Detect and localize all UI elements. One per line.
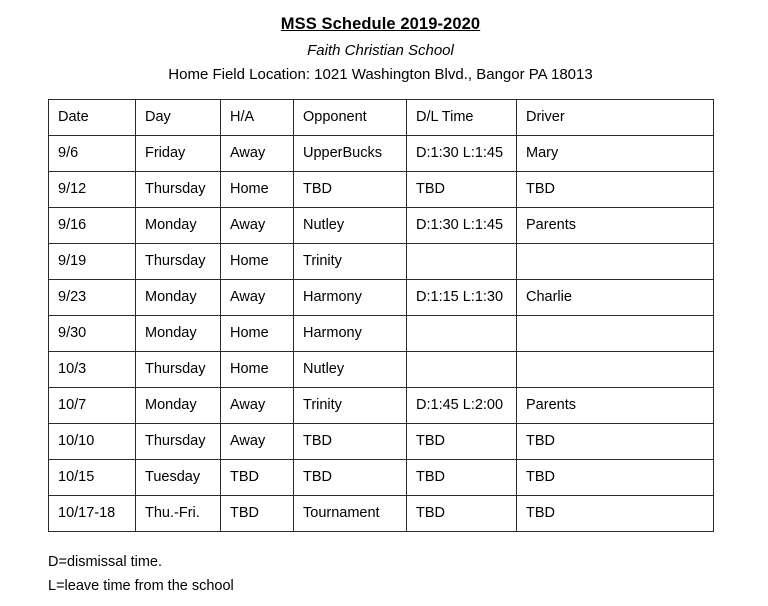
column-header-date: Date	[49, 100, 136, 136]
cell-d-l-time	[407, 316, 517, 352]
cell-h-a: Home	[221, 244, 294, 280]
cell-h-a: Home	[221, 352, 294, 388]
cell-day: Thursday	[136, 424, 221, 460]
schedule-table-body	[49, 100, 714, 532]
cell-day: Thursday	[136, 172, 221, 208]
table-row	[49, 136, 714, 172]
table-row	[49, 352, 714, 388]
cell-date: 10/10	[49, 424, 136, 460]
table-row	[49, 496, 714, 532]
cell-date: 9/23	[49, 280, 136, 316]
cell-h-a: Away	[221, 280, 294, 316]
column-header-h-a: H/A	[221, 100, 294, 136]
cell-day: Thursday	[136, 352, 221, 388]
table-row	[49, 172, 714, 208]
school-name: Faith Christian School	[307, 41, 454, 59]
cell-opponent: Trinity	[294, 244, 407, 280]
cell-date: 10/17-18	[49, 496, 136, 532]
cell-h-a: TBD	[221, 460, 294, 496]
table-row	[49, 244, 714, 280]
cell-opponent: Harmony	[294, 280, 407, 316]
cell-d-l-time: TBD	[407, 496, 517, 532]
schedule-table	[48, 99, 714, 532]
cell-d-l-time: TBD	[407, 460, 517, 496]
cell-day: Thu.-Fri.	[136, 496, 221, 532]
cell-date: 10/3	[49, 352, 136, 388]
column-header-day: Day	[136, 100, 221, 136]
cell-driver	[517, 352, 714, 388]
cell-driver: Parents	[517, 208, 714, 244]
cell-opponent: Tournament	[294, 496, 407, 532]
cell-d-l-time: D:1:45 L:2:00	[407, 388, 517, 424]
cell-h-a: Away	[221, 388, 294, 424]
cell-day: Tuesday	[136, 460, 221, 496]
cell-driver	[517, 244, 714, 280]
cell-h-a: Away	[221, 208, 294, 244]
cell-date: 9/19	[49, 244, 136, 280]
cell-opponent: TBD	[294, 424, 407, 460]
document-header	[48, 0, 713, 86]
table-row	[49, 460, 714, 496]
cell-driver: TBD	[517, 172, 714, 208]
cell-day: Friday	[136, 136, 221, 172]
cell-date: 9/6	[49, 136, 136, 172]
cell-day: Thursday	[136, 244, 221, 280]
table-row	[49, 388, 714, 424]
cell-d-l-time	[407, 244, 517, 280]
cell-date: 10/15	[49, 460, 136, 496]
cell-driver: Mary	[517, 136, 714, 172]
cell-day: Monday	[136, 280, 221, 316]
cell-driver: TBD	[517, 424, 714, 460]
cell-driver: Charlie	[517, 280, 714, 316]
cell-d-l-time: D:1:15 L:1:30	[407, 280, 517, 316]
cell-h-a: Away	[221, 136, 294, 172]
table-row	[49, 316, 714, 352]
cell-d-l-time: D:1:30 L:1:45	[407, 136, 517, 172]
cell-d-l-time: D:1:30 L:1:45	[407, 208, 517, 244]
table-row	[49, 280, 714, 316]
cell-opponent: Harmony	[294, 316, 407, 352]
cell-date: 9/12	[49, 172, 136, 208]
column-header-driver: Driver	[517, 100, 714, 136]
column-header-opponent: Opponent	[294, 100, 407, 136]
cell-opponent: Nutley	[294, 208, 407, 244]
cell-h-a: Home	[221, 172, 294, 208]
column-header-d-l-time: D/L Time	[407, 100, 517, 136]
cell-d-l-time: TBD	[407, 424, 517, 460]
cell-day: Monday	[136, 208, 221, 244]
cell-day: Monday	[136, 388, 221, 424]
cell-opponent: Trinity	[294, 388, 407, 424]
cell-h-a: Home	[221, 316, 294, 352]
cell-driver: Parents	[517, 388, 714, 424]
page-title: MSS Schedule 2019-2020	[280, 15, 481, 33]
schedule-table-container	[48, 99, 713, 532]
cell-d-l-time: TBD	[407, 172, 517, 208]
cell-driver: TBD	[517, 496, 714, 532]
table-row	[49, 424, 714, 460]
table-header-row	[49, 100, 714, 136]
cell-opponent: TBD	[294, 172, 407, 208]
cell-d-l-time	[407, 352, 517, 388]
cell-opponent: TBD	[294, 460, 407, 496]
footnotes	[48, 551, 768, 598]
cell-day: Monday	[136, 316, 221, 352]
cell-opponent: UpperBucks	[294, 136, 407, 172]
cell-date: 9/16	[49, 208, 136, 244]
footnote-leave: L=leave time from the school	[48, 577, 234, 594]
home-field-location: Home Field Location: 1021 Washington Blvd., Bangor PA 18013	[168, 66, 593, 83]
cell-date: 10/7	[49, 388, 136, 424]
cell-h-a: Away	[221, 424, 294, 460]
cell-driver: TBD	[517, 460, 714, 496]
footnote-dismissal: D=dismissal time.	[48, 554, 163, 571]
table-row	[49, 208, 714, 244]
cell-h-a: TBD	[221, 496, 294, 532]
cell-driver	[517, 316, 714, 352]
cell-opponent: Nutley	[294, 352, 407, 388]
cell-date: 9/30	[49, 316, 136, 352]
